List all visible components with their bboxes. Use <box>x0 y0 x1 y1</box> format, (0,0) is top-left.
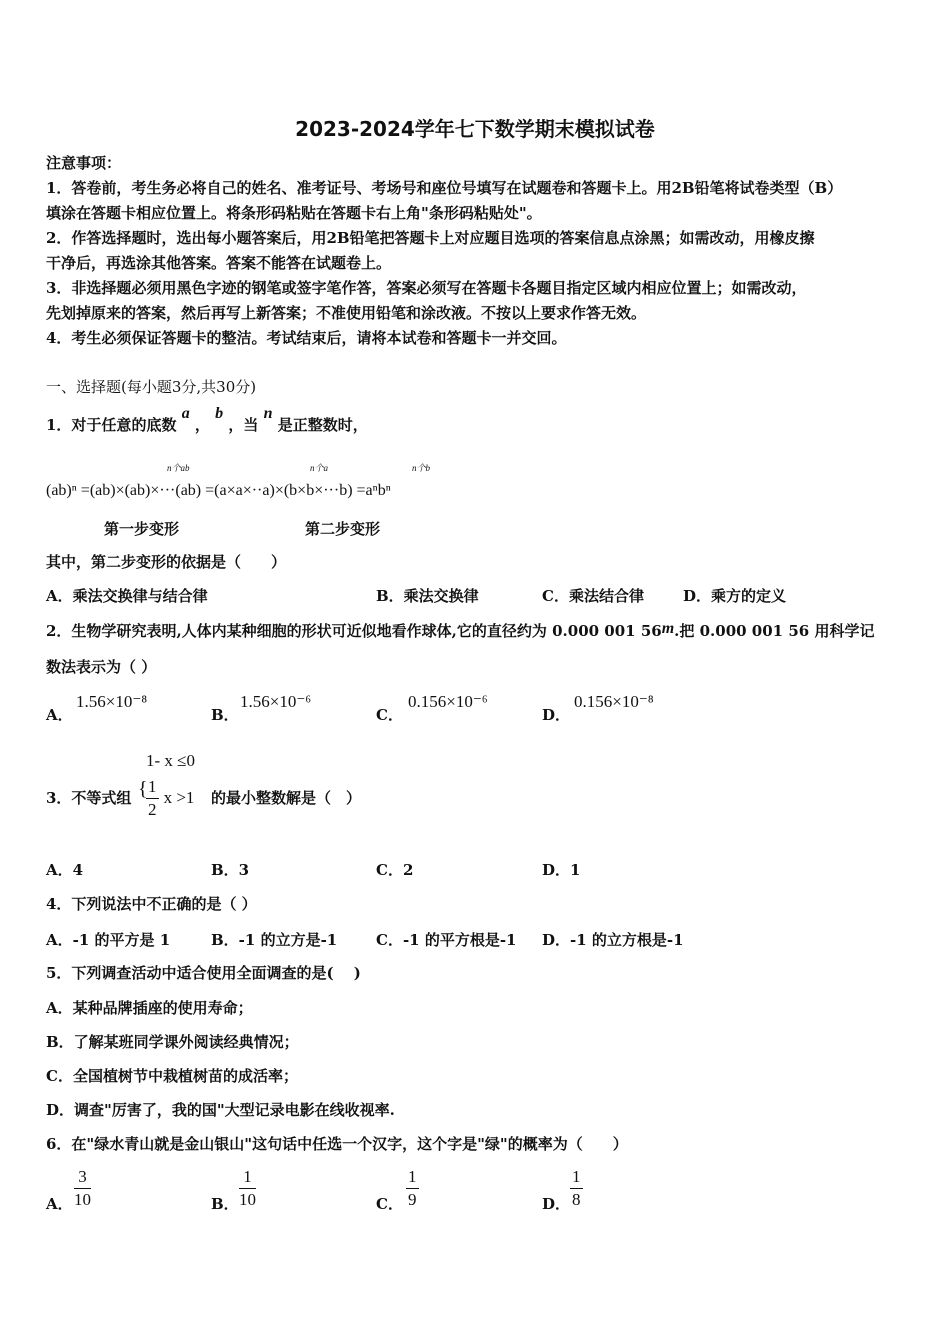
frac-num: 1 <box>570 1166 583 1189</box>
option-d-value: 0.156×10⁻⁸ <box>574 692 654 711</box>
question-1 <box>46 405 368 435</box>
option-d: D．调查"厉害了，我的国"大型记录电影在线收视率. <box>46 1101 395 1119</box>
fraction-half <box>146 776 159 821</box>
frac-num: 1 <box>239 1166 256 1189</box>
notice-line: 干净后，再选涂其他答案。答案不能答在试题卷上。 <box>46 254 392 272</box>
option-c: C．-1 的平方根是-1 <box>376 931 517 949</box>
notice-line: 3．非选择题必须用黑色字迹的钢笔或签字笔作答，答案必须写在答题卡各题目指定区域内相应位置上；如需改动， <box>46 279 807 297</box>
brace: { <box>138 778 148 800</box>
notice-line: 2．作答选择题时，选出每小题答案后，用2B铅笔把答题卡上对应题目选项的答案信息点涂黑；如需改动，用橡皮擦 <box>46 229 815 247</box>
option-b: B．乘法交换律 <box>376 587 479 605</box>
frac-num: 1 <box>146 776 159 799</box>
question-2 <box>46 620 874 641</box>
q2-text: 2．生物学研究表明,人体内某种细胞的形状可近似地看作球体,它的直径约为 0.000 001 56 <box>46 622 662 640</box>
frac-num: 1 <box>406 1166 419 1189</box>
option-d: D．1 <box>542 861 581 879</box>
option-b-label: B． <box>211 706 239 724</box>
option-b-label: B． <box>211 1195 239 1213</box>
option-c: C．全国植树节中栽植树苗的成活率； <box>46 1067 298 1085</box>
option-d-fraction <box>570 1166 583 1211</box>
overbrace-label: n个ab <box>167 463 190 473</box>
option-a-label: A． <box>46 1195 73 1213</box>
option-c-label: C． <box>376 1195 403 1213</box>
option-c-fraction <box>406 1166 419 1211</box>
option-a-value: 1.56×10⁻⁸ <box>76 692 148 711</box>
question-4: 4．下列说法中不正确的是（ ） <box>46 895 257 913</box>
var-b: b <box>215 405 224 422</box>
option-b-value: 1.56×10⁻⁶ <box>240 692 312 711</box>
section-heading: 一、选择题(每小题3分,共30分) <box>46 378 257 396</box>
q1-question: 其中，第二步变形的依据是（ ） <box>46 553 287 571</box>
notice-line: 填涂在答题卡相应位置上。将条形码粘贴在答题卡右上角"条形码粘贴处"。 <box>46 204 542 222</box>
q2-line2: 数法表示为（ ） <box>46 658 157 676</box>
frac-den: 10 <box>74 1190 91 1209</box>
option-b: B．了解某班同学课外阅读经典情况； <box>46 1033 299 1051</box>
var-n: n <box>263 405 273 422</box>
option-a: A．4 <box>46 861 84 879</box>
notice-heading: 注意事项： <box>46 154 122 172</box>
frac-den: 2 <box>148 800 157 819</box>
q2-text-b: .把 0.000 001 56 用科学记 <box>674 622 875 640</box>
frac-den: 10 <box>239 1190 256 1209</box>
frac-num: 3 <box>74 1166 91 1189</box>
option-d-label: D． <box>542 706 571 724</box>
option-d: D．-1 的立方根是-1 <box>542 931 684 949</box>
option-a: A．乘法交换律与结合律 <box>46 587 208 605</box>
option-a: A．-1 的平方是 1 <box>46 931 171 949</box>
option-d: D．乘方的定义 <box>683 587 787 605</box>
q1-text-mid: ，当 <box>228 416 259 434</box>
q3-text-post: 的最小整数解是（ ） <box>211 789 362 807</box>
question-5: 5．下列调查活动中适合使用全面调查的是( ) <box>46 964 361 982</box>
unit-m: m <box>661 620 675 637</box>
q1-formula: (ab)ⁿ =(ab)×(ab)×···(ab) =(a×a×··a)×(b×b×···b) =aⁿbⁿ <box>46 482 391 499</box>
option-d-label: D． <box>542 1195 571 1213</box>
q3-text-pre: 3．不等式组 <box>46 789 132 807</box>
q1-text-post: 是正整数时， <box>277 416 368 434</box>
q1-comma: ， <box>194 416 210 434</box>
option-c: C．2 <box>376 861 414 879</box>
option-b: B．-1 的立方是-1 <box>211 931 338 949</box>
frac-den: 9 <box>408 1190 417 1209</box>
option-b-fraction <box>239 1166 256 1211</box>
option-c-label: C． <box>376 706 403 724</box>
option-b: B．3 <box>211 861 250 879</box>
option-a-fraction <box>74 1166 91 1211</box>
notice-line: 1．答卷前，考生务必将自己的姓名、准考证号、考场号和座位号填写在试题卷和答题卡上。用2B铅笔将试卷类型（B） <box>46 179 843 197</box>
option-a: A．某种品牌插座的使用寿命； <box>46 999 253 1017</box>
question-6: 6．在"绿水青山就是金山银山"这句话中任选一个汉字，这个字是"绿"的概率为（ ） <box>46 1135 628 1153</box>
frac-den: 8 <box>572 1190 581 1209</box>
step-label: 第一步变形 <box>104 520 180 538</box>
ineq2-rest: x >1 <box>163 788 195 807</box>
overbrace-label: n个b <box>412 463 431 473</box>
notice-line: 先划掉原来的答案，然后再写上新答案；不准使用铅笔和涂改液。不按以上要求作答无效。 <box>46 304 647 322</box>
overbrace-label: n个a <box>310 463 329 473</box>
q1-text-pre: 1．对于任意的底数 <box>46 416 177 434</box>
option-c: C．乘法结合律 <box>542 587 644 605</box>
option-c-value: 0.156×10⁻⁶ <box>408 692 488 711</box>
inequality-1: 1- x ≤0 <box>146 751 195 770</box>
page-title: 2023-2024学年七下数学期末模拟试卷 <box>295 117 655 141</box>
inequality-2 <box>146 776 194 821</box>
step-label: 第二步变形 <box>305 520 381 538</box>
notice-line: 4．考生必须保证答题卡的整洁。考试结束后，请将本试卷和答题卡一并交回。 <box>46 329 567 347</box>
option-a-label: A． <box>46 706 73 724</box>
var-a: a <box>181 405 190 422</box>
